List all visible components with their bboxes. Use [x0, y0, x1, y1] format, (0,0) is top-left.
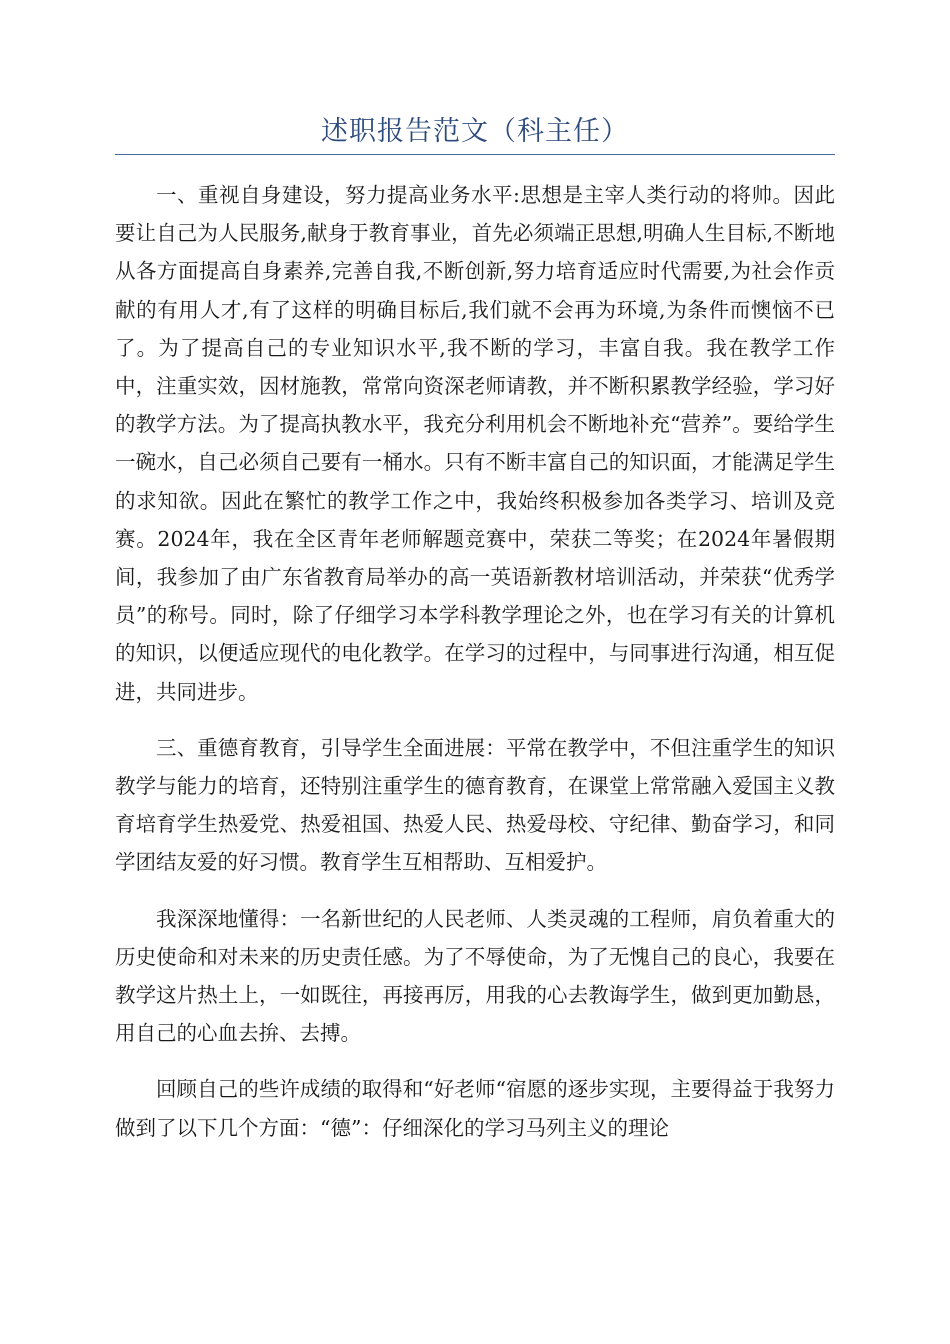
paragraph-3: 我深深地懂得：一名新世纪的人民老师、人类灵魂的工程师，肩负着重大的历史使命和对未来的历史责任感。为了不辱使命，为了无愧自己的良心，我要在教学这片热土上，一如既往，再接再厉，用我的心去教诲学生，做到更加勤恳，用自己的心血去拚、去搏。	[115, 906, 835, 1046]
paragraph-2: 三、重德育教育，引导学生全面进展：平常在教学中，不但注重学生的知识教学与能力的培育，还特别注重学生的德育教育，在课堂上常常融入爱国主义教育培育学生热爱党、热爱祖国、热爱人民、热爱母校、守纪律、勤奋学习，和同学团结友爱的好习惯。教育学生互相帮助、互相爱护。	[115, 735, 835, 875]
paragraph-1: 一、重视自身建设，努力提高业务水平:思想是主宰人类行动的将帅。因此要让自己为人民服务,献身于教育事业，首先必须端正思想,明确人生目标,不断地从各方面提高自身素养,完善自我,不断创新,努力培育适应时代需要,为社会作贡献的有用人才,有了这样的明确目标后,我们就不会再为环境,为条件而懊恼不已了。为了提高自己的专业知识水平,我不断的学习，丰富自我。我在教学工作中，注重实效，因材施教，常常向资深老师请教，并不断积累教学经验，学习好的教学方法。为了提高执教水平，我充分利用机会不断地补充“营养”。要给学生一碗水，自己必须自己要有一桶水。只有不断丰富自己的知识面，才能满足学生的求知欲。因此在繁忙的教学工作之中，我始终积极参加各类学习、培训及竞赛。2024年，我在全区青年老师解题竞赛中，荣获二等奖；在2024年暑假期间，我参加了由广东省教育局举办的高一英语新教材培训活动，并荣获“优秀学员”的称号。同时，除了仔细学习本学科教学理论之外，也在学习有关的计算机的知识，以便适应现代的电化教学。在学习的过程中，与同事进行沟通，相互促进，共同进步。	[115, 183, 835, 704]
document-body	[115, 176, 835, 1147]
paragraph-4: 回顾自己的些许成绩的取得和“好老师“宿愿的逐步实现，主要得益于我努力做到了以下几个方面：“德”：仔细深化的学习马列主义的理论	[115, 1077, 835, 1140]
title-underline	[115, 154, 835, 155]
document-title: 述职报告范文（科主任）	[321, 116, 629, 147]
